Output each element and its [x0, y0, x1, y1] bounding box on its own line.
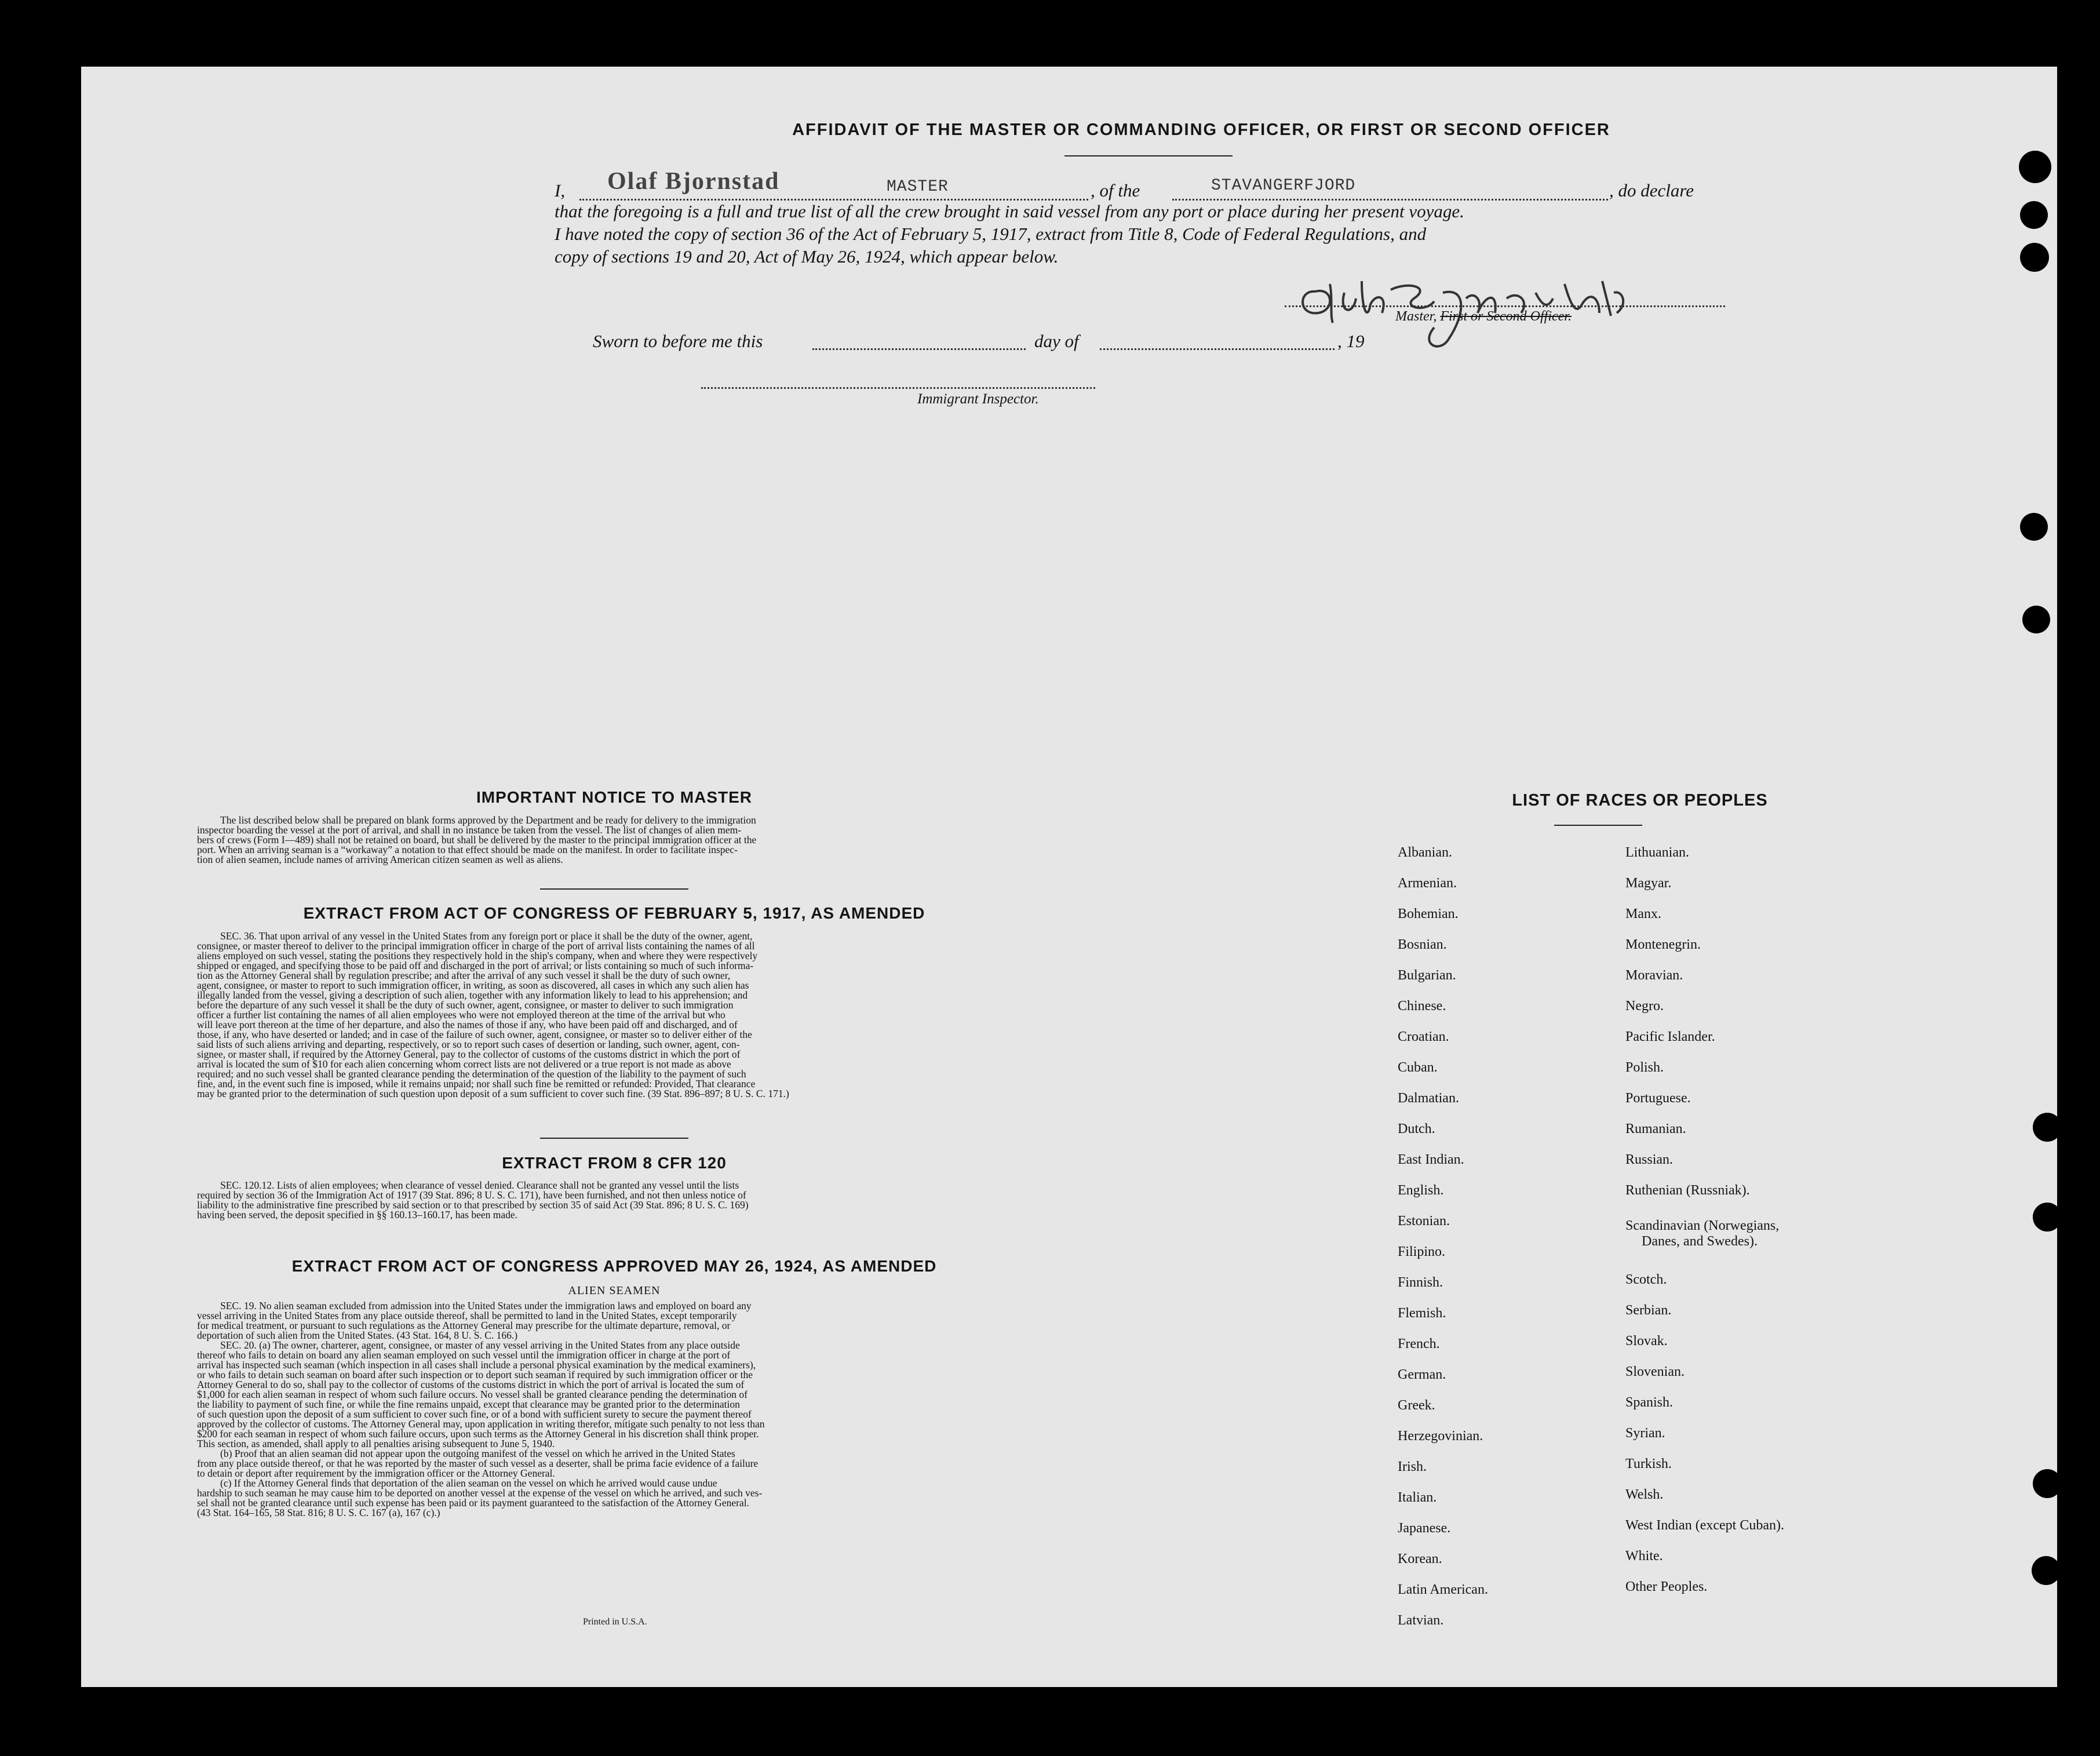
text-line: having been served, the deposit specified in §§ 160.13–160.17, has been made. — [197, 1209, 518, 1221]
affidavit-title: AFFIDAVIT OF THE MASTER OR COMMANDING OFFICER, OR FIRST OR SECOND OFFICER — [792, 121, 1610, 139]
divider — [540, 1138, 688, 1139]
year-label: , 19 — [1337, 331, 1365, 351]
race-item: Greek. — [1398, 1398, 1435, 1413]
act-1917-text — [197, 931, 1031, 1099]
act-1924-subtitle: ALIEN SEAMEN — [568, 1284, 661, 1297]
text-line: sel shall not be granted clearance until such expense has been paid or its payment guaranteed to the satisfaction of the Attorney General. — [197, 1497, 749, 1509]
race-item: Spanish. — [1625, 1395, 1674, 1410]
text-line: required; and no such vessel shall be granted clearance pending the determination of the question of the liability to the payment of such — [197, 1068, 746, 1080]
notice-title: IMPORTANT NOTICE TO MASTER — [476, 788, 753, 806]
text-line: deportation of such alien from the United States. (43 Stat. 164, 8 U. S. C. 166.) — [197, 1329, 518, 1341]
race-item: Serbian. — [1625, 1303, 1672, 1318]
race-item: Slovak. — [1625, 1334, 1668, 1349]
inspector-signature-line — [701, 387, 1095, 389]
race-item: Cuban. — [1398, 1060, 1438, 1075]
text-line: $1,000 for each alien seaman in respect of whom such failure occurs. No vessel shall be granted clearance pending the determination of — [197, 1389, 748, 1400]
race-item: Welsh. — [1625, 1487, 1664, 1502]
do-declare-label: , do declare — [1609, 180, 1694, 201]
declaration-line: that the foregoing is a full and true list of all the crew brought in said vessel from any port or place during her present voyage. — [555, 201, 1464, 221]
act-1924-text — [197, 1301, 1031, 1518]
text-line: SEC. 19. No alien seaman excluded from admission into the United States under the immigration laws and employed on board any — [220, 1300, 752, 1311]
race-item: Latvian. — [1398, 1613, 1444, 1628]
text-line: The list described below shall be prepared on blank forms approved by the Department and be ready for delivery to the immigration — [220, 814, 756, 826]
race-item: Chinese. — [1398, 999, 1446, 1014]
text-line: inspector boarding the vessel at the port of arrival, and shall in no instance be taken from the vessel. The list of changes of alien mem- — [197, 824, 742, 836]
races-right-column — [1625, 845, 1784, 1610]
text-line: thereof who fails to detain on board any alien seaman employed on such vessel until the immigration officer in charge at the port of — [197, 1349, 731, 1361]
race-item: Polish. — [1625, 1060, 1664, 1075]
race-item: Estonian. — [1398, 1214, 1450, 1229]
text-line: will leave port thereon at the time of her departure, and also the names of those if any, who have been paid off and discharged, and of — [197, 1019, 738, 1030]
race-item: Magyar. — [1625, 876, 1672, 891]
text-line: vessel arriving in the United States from any place outside thereof, shall be permitted to land in the United States, except temporarily — [197, 1310, 737, 1321]
race-item: Herzegovinian. — [1398, 1429, 1483, 1444]
race-item: English. — [1398, 1183, 1444, 1198]
printed-in-usa: Printed in U.S.A. — [583, 1617, 647, 1627]
text-line: bers of crews (Form I—489) shall not be retained on board, but shall be delivered by the master to the principal immigration officer at the — [197, 834, 757, 846]
race-item: Latin American. — [1398, 1582, 1488, 1597]
text-line: consignee, or master thereof to deliver to the principal immigration officer in charge of the port of arrival lists containing the names of all — [197, 940, 755, 952]
text-line: (b) Proof that an alien seaman did not appear upon the outgoing manifest of the vessel on which he arrived in the United States — [220, 1448, 735, 1459]
master-rank: MASTER — [887, 178, 949, 196]
punch-hole — [2020, 513, 2048, 541]
race-item: Russian. — [1625, 1152, 1674, 1167]
text-line: SEC. 20. (a) The owner, charterer, agent, consignee, or master of any vessel arriving in the United States from any place outside — [220, 1339, 740, 1351]
sworn-month-line — [1100, 348, 1335, 350]
act-1917-title: EXTRACT FROM ACT OF CONGRESS OF FEBRUARY 5, 1917, AS AMENDED — [303, 904, 925, 922]
text-line: arrival is located the sum of $10 for each alien concerning whom correct lists are not delivered or a true report is not made as above — [197, 1058, 731, 1070]
text-line: to detain or deport after requirement by the immigration officer or the Attorney General. — [197, 1467, 555, 1479]
race-item: Turkish. — [1625, 1456, 1672, 1471]
race-item: Scotch. — [1625, 1272, 1667, 1287]
race-item: Rumanian. — [1625, 1121, 1686, 1136]
race-item: Dutch. — [1398, 1121, 1435, 1136]
text-line: signee, or master shall, if required by the Attorney General, pay to the collector of customs of the customs district in which the port of — [197, 1048, 741, 1060]
vessel-name: STAVANGERFJORD — [1211, 177, 1356, 195]
text-line: hardship to such seaman he may cause him to be deported on another vessel at the expense of the vessel on which he arrived, and such ves- — [197, 1487, 763, 1499]
sworn-label: Sworn to before me this — [593, 331, 763, 351]
race-item: Filipino. — [1398, 1244, 1446, 1259]
race-item: Syrian. — [1625, 1426, 1665, 1441]
race-item: Portuguese. — [1625, 1091, 1691, 1106]
signature-caption — [1395, 309, 1572, 325]
race-item: Lithuanian. — [1625, 845, 1689, 860]
text-line: (c) If the Attorney General finds that deportation of the alien seaman on the vessel on which he arrived would cause undue — [220, 1477, 717, 1489]
day-of-label: day of — [1034, 331, 1079, 351]
text-line: tion as the Attorney General shall by regulation prescribe; and after the arrival of any such vessel it shall be the duty of such owner, — [197, 970, 731, 981]
text-line: agent, consignee, or master to report to such immigration officer, in writing, as soon as discovered, all cases in which any such alien has — [197, 979, 749, 991]
race-item: Moravian. — [1625, 968, 1683, 983]
race-item: Flemish. — [1398, 1306, 1446, 1321]
race-item: Armenian. — [1398, 876, 1457, 891]
punch-hole — [2032, 1556, 2057, 1585]
text-line: or who fails to detain such seaman on board after such inspection or to deport such seaman if required by such immigration officer or the — [197, 1369, 753, 1380]
text-line: may be granted prior to the determination of such question upon deposit of a sum sufficient to cover such fine. (39 Stat. 896–897; 8 U. S. C. 171.) — [197, 1088, 789, 1099]
text-line: required by section 36 of the Immigration Act of 1917 (39 Stat. 896; 8 U. S. C. 171), have been furnished, and not then unless notice of — [197, 1189, 746, 1201]
divider — [1064, 155, 1233, 156]
text-line: SEC. 36. That upon arrival of any vessel in the United States from any foreign port or place it shall be the duty of the owner, agent, — [220, 930, 753, 942]
text-line: aliens employed on such vessel, stating the positions they respectively hold in the ship's company, when and where they were respectively — [197, 950, 758, 961]
signature-line — [1285, 305, 1725, 307]
race-item: Japanese. — [1398, 1521, 1451, 1536]
race-item: Bohemian. — [1398, 906, 1459, 921]
race-item: Albanian. — [1398, 845, 1452, 860]
race-item: East Indian. — [1398, 1152, 1464, 1167]
race-item: Bulgarian. — [1398, 968, 1456, 983]
declaration-prefix: I, — [555, 180, 566, 201]
text-line: arrival has inspected such seaman (which inspection in all cases shall include a personal physical examination by the medical examiners), — [197, 1359, 756, 1371]
race-item: German. — [1398, 1367, 1446, 1382]
text-line: the liability to payment of such fine, or while the fine remains unpaid, except that clearance may be granted prior to the determination — [197, 1398, 740, 1410]
race-item: Montenegrin. — [1625, 937, 1701, 952]
text-line: SEC. 120.12. Lists of alien employees; when clearance of vessel denied. Clearance shall not be granted any vessel until the lists — [220, 1179, 739, 1191]
race-item: West Indian (except Cuban). — [1625, 1518, 1784, 1533]
race-item: Dalmatian. — [1398, 1091, 1459, 1106]
punch-hole — [2033, 1469, 2057, 1498]
text-line: liability to the administrative fine prescribed by said section or to that prescribed by section 35 of said Act (39 Stat. 896; 8 U. S. C. 169) — [197, 1199, 749, 1211]
signature-caption-struck: First or Second Officer. — [1440, 309, 1572, 324]
cfr-title: EXTRACT FROM 8 CFR 120 — [502, 1154, 727, 1172]
text-line: port. When an arriving seaman is a “workaway” a notation to that effect should be made on the manifest. In order to facilitate inspec- — [197, 844, 738, 855]
race-item: Manx. — [1625, 906, 1661, 921]
punch-hole — [2020, 201, 2048, 229]
race-item: Italian. — [1398, 1490, 1437, 1505]
text-line: for medical treatment, or pursuant to such regulations as the Attorney General may prescribe for the ultimate departure, removal, or — [197, 1320, 731, 1331]
cfr-text — [197, 1181, 1031, 1220]
text-line: Attorney General to do so, shall pay to the collector of customs of the customs district in which the port of arrival is located the sum of — [197, 1379, 745, 1390]
declaration-line: copy of sections 19 and 20, Act of May 26, 1924, which appear below. — [555, 246, 1059, 267]
sworn-day-line — [812, 348, 1026, 350]
race-item: Danes, and Swedes). — [1642, 1234, 1758, 1249]
divider — [540, 888, 688, 890]
declaration-line: I have noted the copy of section 36 of the Act of February 5, 1917, extract from Title 8, Code of Federal Regulations, and — [555, 224, 1427, 244]
race-item: Irish. — [1398, 1459, 1427, 1474]
text-line: those, if any, who have deserted or landed; and in case of the failure of such owner, agent, consignee, or master so to deliver either of the — [197, 1029, 752, 1040]
inspector-label: Immigrant Inspector. — [917, 391, 1039, 407]
race-item: Slovenian. — [1625, 1364, 1685, 1379]
race-item: Pacific Islander. — [1625, 1029, 1715, 1044]
punch-hole — [2020, 243, 2049, 272]
text-line: (43 Stat. 164–165, 58 Stat. 816; 8 U. S. C. 167 (a), 167 (c).) — [197, 1507, 440, 1518]
race-item: Ruthenian (Russniak). — [1625, 1183, 1750, 1198]
text-line: This section, as amended, shall apply to all penalties arising subsequent to June 5, 1940. — [197, 1438, 555, 1449]
master-name: Olaf Bjornstad — [607, 168, 780, 195]
text-line: illegally landed from the vessel, giving a description of such alien, together with any information likely to lead to his apprehension; and — [197, 989, 748, 1001]
races-title: LIST OF RACES OR PEOPLES — [1512, 791, 1768, 810]
text-line: tion of alien seamen, include names of arriving American citizen seamen as well as aliens. — [197, 854, 563, 865]
race-item: Other Peoples. — [1625, 1579, 1708, 1594]
of-the-label: , of the — [1091, 180, 1140, 201]
text-line: from any place outside thereof, or that he was reported by the master of such vessel as a deserter, shall be prima facie evidence of a failure — [197, 1458, 759, 1469]
notice-text — [197, 815, 1031, 865]
race-item: Finnish. — [1398, 1275, 1443, 1290]
punch-hole — [2033, 1113, 2057, 1142]
text-line: $200 for each seaman in respect of whom such failure occurs, upon such terms as the Attorney General in his discretion shall think proper. — [197, 1428, 759, 1440]
document-page — [81, 67, 2057, 1687]
text-line: fine, and, in the event such fine is imposed, while it remains unpaid; nor shall such fine be remitted or refunded: Provided, That clearance — [197, 1078, 756, 1090]
text-line: approved by the collector of customs. The Attorney General may, upon application in writing therefor, mitigate such penalty to not less than — [197, 1418, 765, 1430]
race-item: Croatian. — [1398, 1029, 1449, 1044]
text-line: shipped or engaged, and specifying those to be paid off and discharged in the port of arrival; or lists containing so much of such informa- — [197, 960, 754, 971]
punch-hole — [2033, 1203, 2057, 1232]
race-item: Scandinavian (Norwegians, — [1625, 1218, 1780, 1233]
act-1924-title: EXTRACT FROM ACT OF CONGRESS APPROVED MAY 26, 1924, AS AMENDED — [291, 1257, 937, 1275]
text-line: of such question upon the deposit of a sum sufficient to cover such fine, or of a bond with sufficient surety to secure the payment thereof — [197, 1408, 752, 1420]
races-left-column — [1398, 845, 1488, 1644]
race-item: Negro. — [1625, 999, 1664, 1014]
race-item: White. — [1625, 1549, 1663, 1564]
divider — [1554, 825, 1642, 826]
text-line: said lists of such aliens arriving and departing, respectively, or so to report such cases of desertion or landing, such owner, agent, con- — [197, 1039, 740, 1050]
punch-hole — [2022, 606, 2050, 633]
signature-caption-master: Master, — [1395, 309, 1437, 324]
race-item: Korean. — [1398, 1551, 1442, 1566]
text-line: officer a further list containing the names of all alien employees who were not employed thereon at the time of the arrival but who — [197, 1009, 725, 1021]
text-line: before the departure of any such vessel it shall be the duty of such owner, agent, consignee, or master to deliver to such immigration — [197, 999, 734, 1011]
punch-hole — [2019, 151, 2051, 183]
race-item: French. — [1398, 1336, 1440, 1351]
race-item: Bosnian. — [1398, 937, 1447, 952]
